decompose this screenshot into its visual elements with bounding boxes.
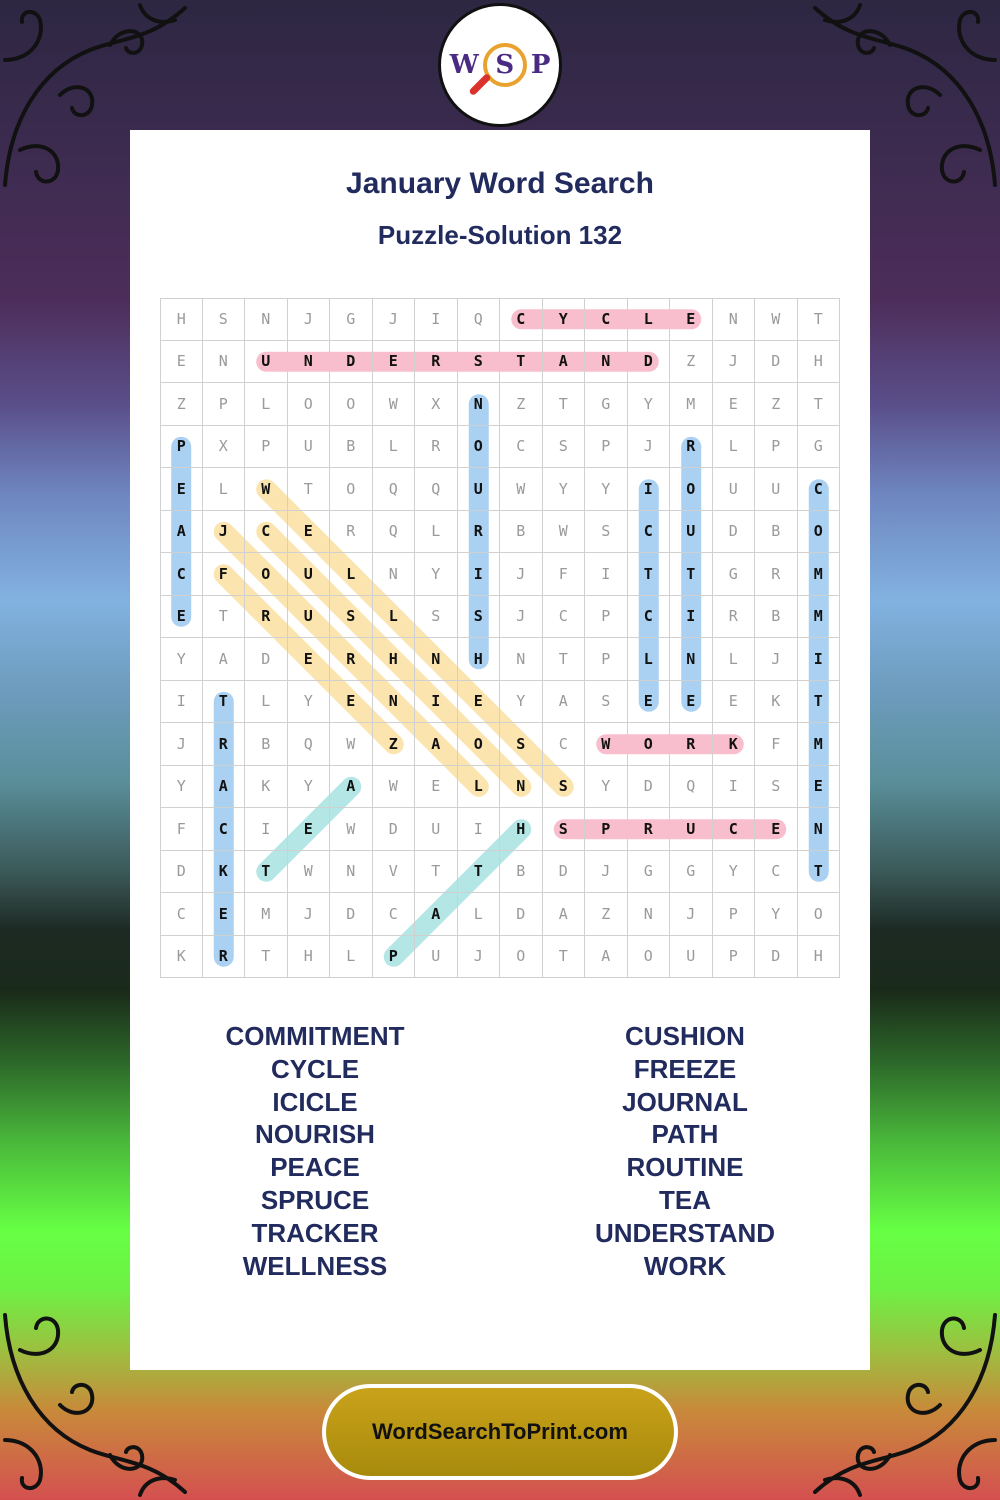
grid-cell[interactable]: I <box>458 808 501 851</box>
grid-cell[interactable]: L <box>245 681 288 724</box>
grid-cell[interactable]: O <box>288 383 331 426</box>
grid-cell[interactable]: Q <box>373 468 416 511</box>
grid-cell[interactable]: U <box>670 808 713 851</box>
grid-cell[interactable]: P <box>585 808 628 851</box>
grid-cell[interactable]: B <box>755 511 798 554</box>
word-list-item: ICICLE <box>272 1086 358 1117</box>
grid-cell[interactable]: R <box>670 426 713 469</box>
grid-cell[interactable]: T <box>203 681 246 724</box>
grid-cell[interactable]: U <box>415 936 458 979</box>
word-list-item: UNDERSTAND <box>594 1217 776 1248</box>
grid-cell[interactable]: O <box>670 468 713 511</box>
grid-cell[interactable]: B <box>245 723 288 766</box>
grid-cell[interactable]: Y <box>713 851 756 894</box>
grid-cell[interactable]: I <box>585 553 628 596</box>
grid-cell[interactable]: H <box>458 638 501 681</box>
grid-cell[interactable]: U <box>288 553 331 596</box>
grid-cell[interactable]: F <box>203 553 246 596</box>
word-list-item: ROUTINE <box>626 1152 744 1183</box>
grid-cell[interactable]: D <box>500 893 543 936</box>
grid-cell[interactable]: S <box>415 596 458 639</box>
grid-cell[interactable]: J <box>713 341 756 384</box>
grid-cell[interactable]: B <box>500 851 543 894</box>
grid-cell[interactable]: C <box>585 298 628 341</box>
grid-cell[interactable]: R <box>713 596 756 639</box>
grid-cell[interactable]: R <box>203 723 246 766</box>
grid-cell[interactable]: N <box>713 298 756 341</box>
grid-cell[interactable]: I <box>628 468 671 511</box>
grid-cell[interactable]: K <box>245 766 288 809</box>
grid-cell[interactable]: H <box>373 638 416 681</box>
grid-cell[interactable]: L <box>373 426 416 469</box>
grid-cell[interactable]: C <box>543 723 586 766</box>
grid-cell[interactable]: K <box>203 851 246 894</box>
grid-cell[interactable]: E <box>755 808 798 851</box>
grid-cell[interactable]: D <box>160 851 203 894</box>
grid-cell[interactable]: G <box>330 298 373 341</box>
grid-cell[interactable]: J <box>585 851 628 894</box>
grid-cell[interactable]: L <box>713 426 756 469</box>
grid-cell[interactable]: T <box>798 681 841 724</box>
word-list-item: TEA <box>659 1184 711 1215</box>
grid-cell[interactable]: P <box>585 596 628 639</box>
grid-cell[interactable]: E <box>330 681 373 724</box>
grid-cell[interactable]: T <box>245 936 288 979</box>
grid-cell[interactable]: S <box>755 766 798 809</box>
grid-cell[interactable]: I <box>713 766 756 809</box>
word-list <box>130 1020 870 1282</box>
grid-cell[interactable]: F <box>755 723 798 766</box>
grid-cell[interactable]: E <box>628 681 671 724</box>
grid-cell[interactable]: Y <box>585 766 628 809</box>
grid-cell[interactable]: T <box>500 341 543 384</box>
grid-cell[interactable]: N <box>330 851 373 894</box>
grid-cell[interactable]: E <box>415 766 458 809</box>
grid-cell[interactable]: W <box>585 723 628 766</box>
grid-cell[interactable]: P <box>585 426 628 469</box>
grid-cell[interactable]: C <box>373 893 416 936</box>
grid-cell[interactable]: C <box>160 893 203 936</box>
site-link-button[interactable]: WordSearchToPrint.com <box>322 1384 678 1480</box>
grid-cell[interactable]: D <box>330 893 373 936</box>
grid-cell[interactable]: X <box>203 426 246 469</box>
grid-cell[interactable]: X <box>415 383 458 426</box>
grid-cell[interactable]: O <box>798 511 841 554</box>
grid-cell[interactable]: U <box>755 468 798 511</box>
word-list-item: JOURNAL <box>622 1086 748 1117</box>
grid-cell[interactable]: B <box>500 511 543 554</box>
grid-cell[interactable]: K <box>160 936 203 979</box>
grid-cell[interactable]: E <box>713 681 756 724</box>
grid-cell[interactable]: S <box>203 298 246 341</box>
grid-cell[interactable]: L <box>330 936 373 979</box>
grid-cell[interactable]: W <box>330 808 373 851</box>
word-list-right <box>500 1020 870 1282</box>
grid-cell[interactable]: A <box>415 723 458 766</box>
grid-cell[interactable]: E <box>160 341 203 384</box>
grid-cell[interactable]: W <box>330 723 373 766</box>
grid-cell[interactable]: D <box>755 341 798 384</box>
grid-cell[interactable]: B <box>755 596 798 639</box>
grid-cell[interactable]: Z <box>585 893 628 936</box>
grid-cell[interactable]: L <box>245 383 288 426</box>
grid-cell[interactable]: D <box>245 638 288 681</box>
grid-cell[interactable]: N <box>373 553 416 596</box>
grid-cell[interactable]: Y <box>585 468 628 511</box>
grid-cell[interactable]: M <box>798 596 841 639</box>
grid-cell[interactable]: N <box>500 638 543 681</box>
grid-cell[interactable]: U <box>713 468 756 511</box>
grid-cell[interactable]: V <box>373 851 416 894</box>
grid-cell[interactable]: Y <box>543 298 586 341</box>
grid-cell[interactable]: K <box>755 681 798 724</box>
grid-cell[interactable]: U <box>670 936 713 979</box>
grid-cell[interactable]: N <box>500 766 543 809</box>
grid-cell[interactable]: I <box>458 553 501 596</box>
word-list-item: CUSHION <box>625 1021 745 1051</box>
word-list-item: NOURISH <box>255 1119 375 1150</box>
grid-cell[interactable]: J <box>288 893 331 936</box>
grid-cell[interactable]: E <box>160 596 203 639</box>
grid-cell[interactable]: A <box>543 341 586 384</box>
grid-cell[interactable]: R <box>203 936 246 979</box>
grid-cell[interactable]: Z <box>755 383 798 426</box>
grid-cell[interactable]: I <box>670 596 713 639</box>
word-list-item: FREEZE <box>633 1053 737 1084</box>
grid-cell[interactable]: J <box>670 893 713 936</box>
grid-cell[interactable]: Y <box>160 638 203 681</box>
grid-cell[interactable]: N <box>373 681 416 724</box>
grid-cell[interactable]: Y <box>500 681 543 724</box>
grid-cell[interactable]: U <box>245 341 288 384</box>
grid-cell[interactable]: A <box>543 681 586 724</box>
grid-cell[interactable]: H <box>160 298 203 341</box>
grid-cell[interactable]: E <box>288 808 331 851</box>
grid-cell[interactable]: O <box>798 893 841 936</box>
grid-cell[interactable]: T <box>415 851 458 894</box>
grid-cell[interactable]: L <box>713 638 756 681</box>
grid-cell[interactable]: P <box>585 638 628 681</box>
grid-cell[interactable]: P <box>713 893 756 936</box>
grid-cell[interactable]: N <box>670 638 713 681</box>
grid-cell[interactable]: C <box>798 468 841 511</box>
grid-cell[interactable]: G <box>713 553 756 596</box>
grid-cell[interactable]: J <box>288 298 331 341</box>
word-list-item: WORK <box>643 1250 727 1281</box>
grid-cell[interactable]: E <box>373 341 416 384</box>
grid-cell[interactable]: I <box>160 681 203 724</box>
grid-cell[interactable]: L <box>458 893 501 936</box>
grid-cell[interactable]: F <box>543 553 586 596</box>
grid-cell[interactable]: F <box>160 808 203 851</box>
grid-cell[interactable]: S <box>458 341 501 384</box>
grid-cell[interactable]: R <box>628 808 671 851</box>
grid-cell[interactable]: G <box>628 851 671 894</box>
grid-cell[interactable]: C <box>500 426 543 469</box>
grid-cell[interactable]: D <box>373 808 416 851</box>
grid-cell[interactable]: I <box>415 298 458 341</box>
grid-cell[interactable]: P <box>713 936 756 979</box>
grid-cell[interactable]: A <box>585 936 628 979</box>
grid-cell[interactable]: A <box>203 638 246 681</box>
grid-cell[interactable]: E <box>670 298 713 341</box>
grid-cell[interactable]: Q <box>373 511 416 554</box>
grid-cell[interactable]: N <box>203 341 246 384</box>
grid-cell[interactable]: T <box>798 851 841 894</box>
grid-cell[interactable]: C <box>543 596 586 639</box>
grid-cell[interactable]: L <box>330 553 373 596</box>
grid-cell[interactable]: Y <box>755 893 798 936</box>
grid-cell[interactable]: U <box>415 808 458 851</box>
grid-cell[interactable]: I <box>245 808 288 851</box>
grid-cell[interactable]: Y <box>288 766 331 809</box>
grid-cell[interactable]: R <box>755 553 798 596</box>
grid-cell[interactable]: D <box>628 341 671 384</box>
grid-cell[interactable]: E <box>160 468 203 511</box>
page-title: January Word Search <box>346 167 654 200</box>
grid-cell[interactable]: C <box>203 808 246 851</box>
grid-cell[interactable]: A <box>203 766 246 809</box>
grid-cell[interactable]: Y <box>543 468 586 511</box>
word-list-item: PATH <box>651 1119 719 1150</box>
grid-cell[interactable]: N <box>585 341 628 384</box>
grid-cell[interactable]: E <box>203 893 246 936</box>
grid-cell[interactable]: Y <box>628 383 671 426</box>
grid-cell[interactable]: Z <box>500 383 543 426</box>
grid-cell[interactable]: I <box>415 681 458 724</box>
grid-cell[interactable]: O <box>628 723 671 766</box>
grid-cell[interactable]: Z <box>373 723 416 766</box>
logo-letter-w: W <box>449 50 479 80</box>
grid-cell[interactable]: N <box>798 808 841 851</box>
grid-cell[interactable]: T <box>543 383 586 426</box>
grid-cell[interactable]: A <box>543 893 586 936</box>
word-list-item: CYCLE <box>270 1053 360 1084</box>
grid-cell[interactable]: O <box>245 553 288 596</box>
grid-cell[interactable]: H <box>500 808 543 851</box>
grid-cell[interactable]: Y <box>288 681 331 724</box>
grid-cell[interactable]: W <box>373 383 416 426</box>
grid-cell[interactable]: W <box>543 511 586 554</box>
grid-cell[interactable]: N <box>245 298 288 341</box>
grid-cell[interactable]: L <box>203 468 246 511</box>
grid-cell[interactable]: E <box>458 681 501 724</box>
grid-cell[interactable]: Z <box>160 383 203 426</box>
grid-cell[interactable]: W <box>288 851 331 894</box>
grid-cell[interactable]: O <box>628 936 671 979</box>
grid-cell[interactable]: L <box>628 298 671 341</box>
page-subtitle: Puzzle-Solution 132 <box>377 220 623 250</box>
grid-cell[interactable]: D <box>330 341 373 384</box>
grid-cell[interactable]: A <box>330 766 373 809</box>
grid-cell[interactable]: L <box>415 511 458 554</box>
grid-cell[interactable]: J <box>458 936 501 979</box>
word-list-item: SPRUCE <box>260 1184 370 1215</box>
grid-cell[interactable]: T <box>288 468 331 511</box>
grid-cell[interactable]: P <box>245 426 288 469</box>
grid-cell[interactable]: N <box>628 893 671 936</box>
grid-cell[interactable]: U <box>670 511 713 554</box>
grid-cell[interactable]: S <box>330 596 373 639</box>
grid-cell[interactable]: G <box>585 383 628 426</box>
grid-cell[interactable]: S <box>585 681 628 724</box>
logo-letter-p: P <box>530 50 551 80</box>
grid-cell[interactable]: Z <box>670 341 713 384</box>
grid-cell[interactable]: R <box>415 341 458 384</box>
grid-cell[interactable]: H <box>798 936 841 979</box>
grid-cell[interactable]: T <box>458 851 501 894</box>
grid-cell[interactable]: N <box>458 383 501 426</box>
grid-cell[interactable]: Q <box>288 723 331 766</box>
grid-cell[interactable]: I <box>798 638 841 681</box>
grid-cell[interactable]: M <box>798 723 841 766</box>
grid-cell[interactable]: J <box>500 553 543 596</box>
grid-cell[interactable]: M <box>798 553 841 596</box>
grid-cell[interactable]: W <box>500 468 543 511</box>
grid-cell[interactable]: R <box>330 638 373 681</box>
grid-cell[interactable]: S <box>543 808 586 851</box>
grid-cell[interactable]: O <box>500 936 543 979</box>
grid-cell[interactable]: P <box>160 426 203 469</box>
grid-cell[interactable]: P <box>755 426 798 469</box>
grid-cell[interactable]: Y <box>160 766 203 809</box>
grid-cell[interactable]: B <box>330 426 373 469</box>
grid-cell[interactable]: D <box>755 936 798 979</box>
grid-cell[interactable]: D <box>543 851 586 894</box>
grid-cell[interactable]: L <box>458 766 501 809</box>
grid-cell[interactable]: M <box>670 383 713 426</box>
grid-cell[interactable]: W <box>755 298 798 341</box>
grid-cell[interactable]: E <box>798 766 841 809</box>
grid-cell[interactable]: D <box>628 766 671 809</box>
grid-cell[interactable]: Q <box>458 298 501 341</box>
grid-cell[interactable]: C <box>628 511 671 554</box>
grid-cell[interactable]: R <box>458 511 501 554</box>
grid-cell[interactable]: A <box>415 893 458 936</box>
grid-cell[interactable]: O <box>330 383 373 426</box>
word-list-left <box>130 1020 500 1282</box>
grid-cell[interactable]: U <box>288 596 331 639</box>
grid-cell[interactable]: M <box>245 893 288 936</box>
grid-cell[interactable]: R <box>245 596 288 639</box>
grid-cell[interactable]: D <box>713 511 756 554</box>
word-list-item: PEACE <box>270 1152 360 1183</box>
grid-cell[interactable]: C <box>245 511 288 554</box>
grid-cell[interactable]: J <box>373 298 416 341</box>
grid-cell[interactable]: L <box>373 596 416 639</box>
grid-cell[interactable]: J <box>160 723 203 766</box>
grid-cell[interactable]: U <box>458 468 501 511</box>
grid-cell[interactable]: P <box>373 936 416 979</box>
word-list-item: WELLNESS <box>242 1250 388 1281</box>
grid-cell[interactable]: L <box>628 638 671 681</box>
grid-cell[interactable]: C <box>713 808 756 851</box>
grid-cell[interactable]: T <box>670 553 713 596</box>
grid-cell[interactable]: E <box>288 511 331 554</box>
grid-cell[interactable]: K <box>713 723 756 766</box>
grid-cell[interactable]: T <box>798 383 841 426</box>
grid-cell[interactable]: S <box>585 511 628 554</box>
magnifier-icon <box>483 43 527 87</box>
grid-cell[interactable]: H <box>798 341 841 384</box>
grid-cell[interactable]: C <box>628 596 671 639</box>
grid-cell[interactable]: N <box>415 638 458 681</box>
grid-cell[interactable]: T <box>798 298 841 341</box>
word-list-item: COMMITMENT <box>225 1021 405 1051</box>
grid-cell[interactable]: T <box>628 553 671 596</box>
grid-cell[interactable]: C <box>500 298 543 341</box>
grid-cell[interactable]: J <box>755 638 798 681</box>
grid-cell[interactable]: O <box>458 426 501 469</box>
grid-cell[interactable]: E <box>713 383 756 426</box>
grid-cell[interactable]: T <box>203 596 246 639</box>
grid-cell[interactable]: Q <box>415 468 458 511</box>
grid-cell[interactable]: O <box>458 723 501 766</box>
grid-cell[interactable]: J <box>628 426 671 469</box>
grid-cell[interactable]: S <box>500 723 543 766</box>
grid-cell[interactable]: R <box>330 511 373 554</box>
grid-cell[interactable]: C <box>755 851 798 894</box>
grid-cell[interactable]: W <box>373 766 416 809</box>
word-search-grid <box>160 298 840 978</box>
grid-cell[interactable]: Y <box>415 553 458 596</box>
grid-cell[interactable]: Q <box>670 766 713 809</box>
puzzle-sheet <box>130 130 870 1370</box>
grid-cell[interactable]: S <box>458 596 501 639</box>
grid-cell[interactable]: T <box>245 851 288 894</box>
grid-cell[interactable]: J <box>203 511 246 554</box>
grid-cell[interactable]: R <box>415 426 458 469</box>
grid-cell[interactable]: O <box>330 468 373 511</box>
grid-cell[interactable]: C <box>160 553 203 596</box>
grid-cell[interactable]: A <box>160 511 203 554</box>
grid-cell[interactable]: G <box>670 851 713 894</box>
site-logo[interactable] <box>438 3 562 127</box>
word-list-item: TRACKER <box>251 1217 379 1248</box>
grid-cell[interactable]: T <box>543 638 586 681</box>
grid-cell[interactable]: N <box>288 341 331 384</box>
grid-cell[interactable]: P <box>203 383 246 426</box>
grid-cell[interactable]: G <box>798 426 841 469</box>
grid-cell[interactable]: W <box>245 468 288 511</box>
grid-cell[interactable]: R <box>670 723 713 766</box>
grid-cell[interactable]: E <box>670 681 713 724</box>
grid-cell[interactable]: T <box>543 936 586 979</box>
grid-cell[interactable]: H <box>288 936 331 979</box>
grid-cell[interactable]: U <box>288 426 331 469</box>
grid-cell[interactable]: E <box>288 638 331 681</box>
grid-cell[interactable]: S <box>543 766 586 809</box>
grid-cell[interactable]: S <box>543 426 586 469</box>
logo-letter-s: S <box>495 50 515 80</box>
grid-cell[interactable]: J <box>500 596 543 639</box>
